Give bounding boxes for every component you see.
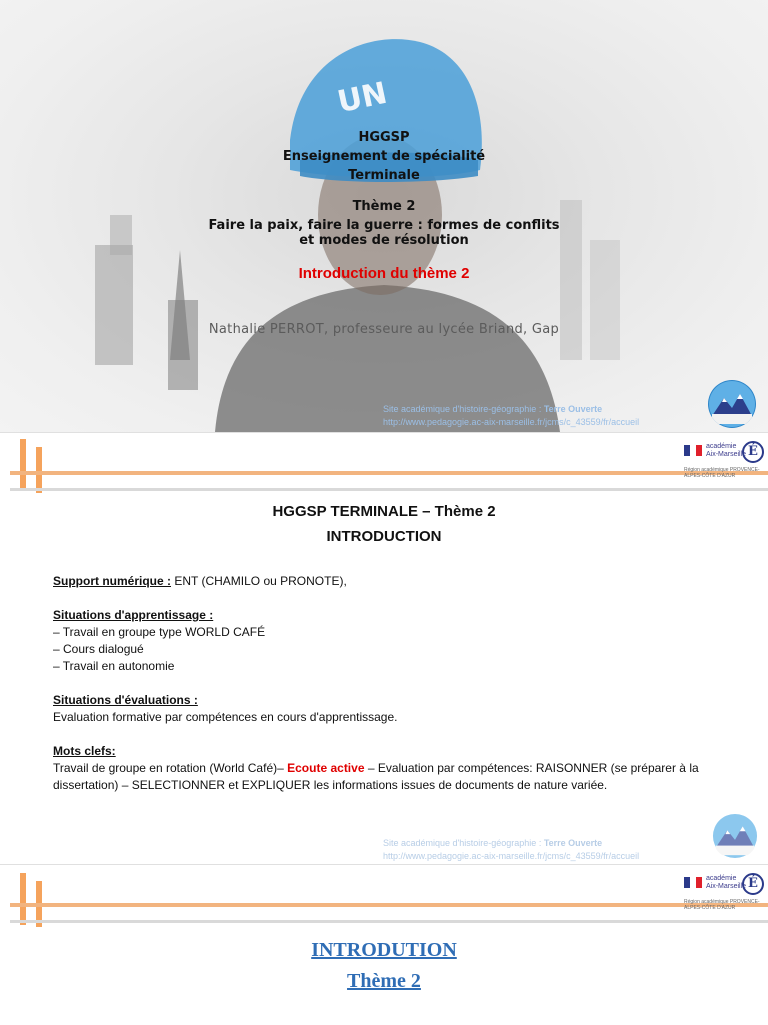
slide-heading: HGGSP TERMINALE – Thème 2 xyxy=(272,503,496,520)
author-line: Nathalie PERROT, professeure au lycée Briand, Gap xyxy=(208,322,560,337)
svg-text:UN: UN xyxy=(334,75,391,121)
list-item: – Travail en autonomie xyxy=(53,659,175,673)
slide-subheading: INTRODUCTION xyxy=(326,528,442,545)
title-slide xyxy=(0,0,768,432)
theme-line: Faire la paix, faire la guerre : formes de conflits xyxy=(208,218,560,233)
slide-body xyxy=(53,573,743,794)
theme-line: Thème 2 xyxy=(352,199,416,214)
france-flag-icon xyxy=(684,877,702,888)
situations-label: Situations d'apprentissage : xyxy=(53,608,214,622)
academie-label: académie xyxy=(706,443,737,450)
footer-site-label: Site académique d'histoire-géographie : xyxy=(383,404,544,414)
evaluations-label: Situations d'évaluations : xyxy=(53,693,198,707)
support-label: Support numérique : xyxy=(53,574,171,588)
keywords-text xyxy=(53,760,743,794)
academie-region: Région académique PROVENCE-ALPES-CÔTE D'AZUR xyxy=(684,467,760,479)
footer-site-name[interactable]: Terre Ouverte xyxy=(543,404,603,414)
academie-name: Aix-Marseille xyxy=(706,451,747,458)
keywords-part: Travail de groupe en rotation (World Café)– xyxy=(53,761,288,775)
keywords-highlight: Ecoute active xyxy=(287,761,365,775)
footer-url[interactable]: http://www.pedagogie.ac-aix-marseille.fr/jcms/c_43559/fr/accueil xyxy=(383,417,640,427)
title-line: HGGSP xyxy=(358,130,410,145)
decorative-line xyxy=(10,488,768,491)
academie-logo xyxy=(684,873,768,913)
site-footer xyxy=(383,403,639,429)
information-slide xyxy=(0,432,768,865)
decorative-bar xyxy=(20,873,26,925)
decorative-bar xyxy=(20,439,26,491)
france-flag-icon xyxy=(684,445,702,456)
title-line: Enseignement de spécialité xyxy=(282,149,486,164)
academie-e-icon: É xyxy=(742,873,764,895)
decorative-line xyxy=(10,920,768,923)
introduction-slide xyxy=(0,864,768,1025)
academie-label: académie xyxy=(706,875,737,882)
site-footer xyxy=(383,837,639,863)
academie-name: Aix-Marseille xyxy=(706,883,747,890)
footer-url[interactable]: http://www.pedagogie.ac-aix-marseille.fr/jcms/c_43559/fr/accueil xyxy=(383,851,640,861)
list-item: – Cours dialogué xyxy=(53,642,144,656)
evaluations-value: Evaluation formative par compétences en cours d'apprentissage. xyxy=(53,710,398,724)
decorative-line xyxy=(10,903,768,907)
support-value: ENT (CHAMILO ou PRONOTE), xyxy=(171,574,347,588)
theme-title: Thème 2 xyxy=(347,970,421,992)
footer-site-label: Site académique d'histoire-géographie : xyxy=(383,838,544,848)
keywords-label: Mots clefs: xyxy=(53,744,116,758)
introduction-subtitle: Introduction du thème 2 xyxy=(298,265,470,282)
introduction-title: INTRODUTION xyxy=(311,939,457,961)
terre-ouverte-logo-icon xyxy=(708,380,756,428)
academie-e-icon: É xyxy=(742,441,764,463)
footer-site-name[interactable]: Terre Ouverte xyxy=(543,838,603,848)
decorative-line xyxy=(10,471,768,475)
keywords-part: – Evaluation par compétences: RAISONNER (se préparer à la dissertation) – SELECTIONNER et EXPLIQUER les informations issues de documents de nature variée. xyxy=(53,761,699,792)
theme-line: et modes de résolution xyxy=(299,233,469,248)
terre-ouverte-logo-icon xyxy=(712,813,758,859)
list-item: – Travail en groupe type WORLD CAFÉ xyxy=(53,625,266,639)
academie-region: Région académique PROVENCE-ALPES-CÔTE D'AZUR xyxy=(684,899,760,911)
title-line: Terminale xyxy=(348,168,420,183)
decorative-bar xyxy=(36,447,42,493)
academie-logo xyxy=(684,441,768,481)
slide-title-block xyxy=(0,128,768,250)
